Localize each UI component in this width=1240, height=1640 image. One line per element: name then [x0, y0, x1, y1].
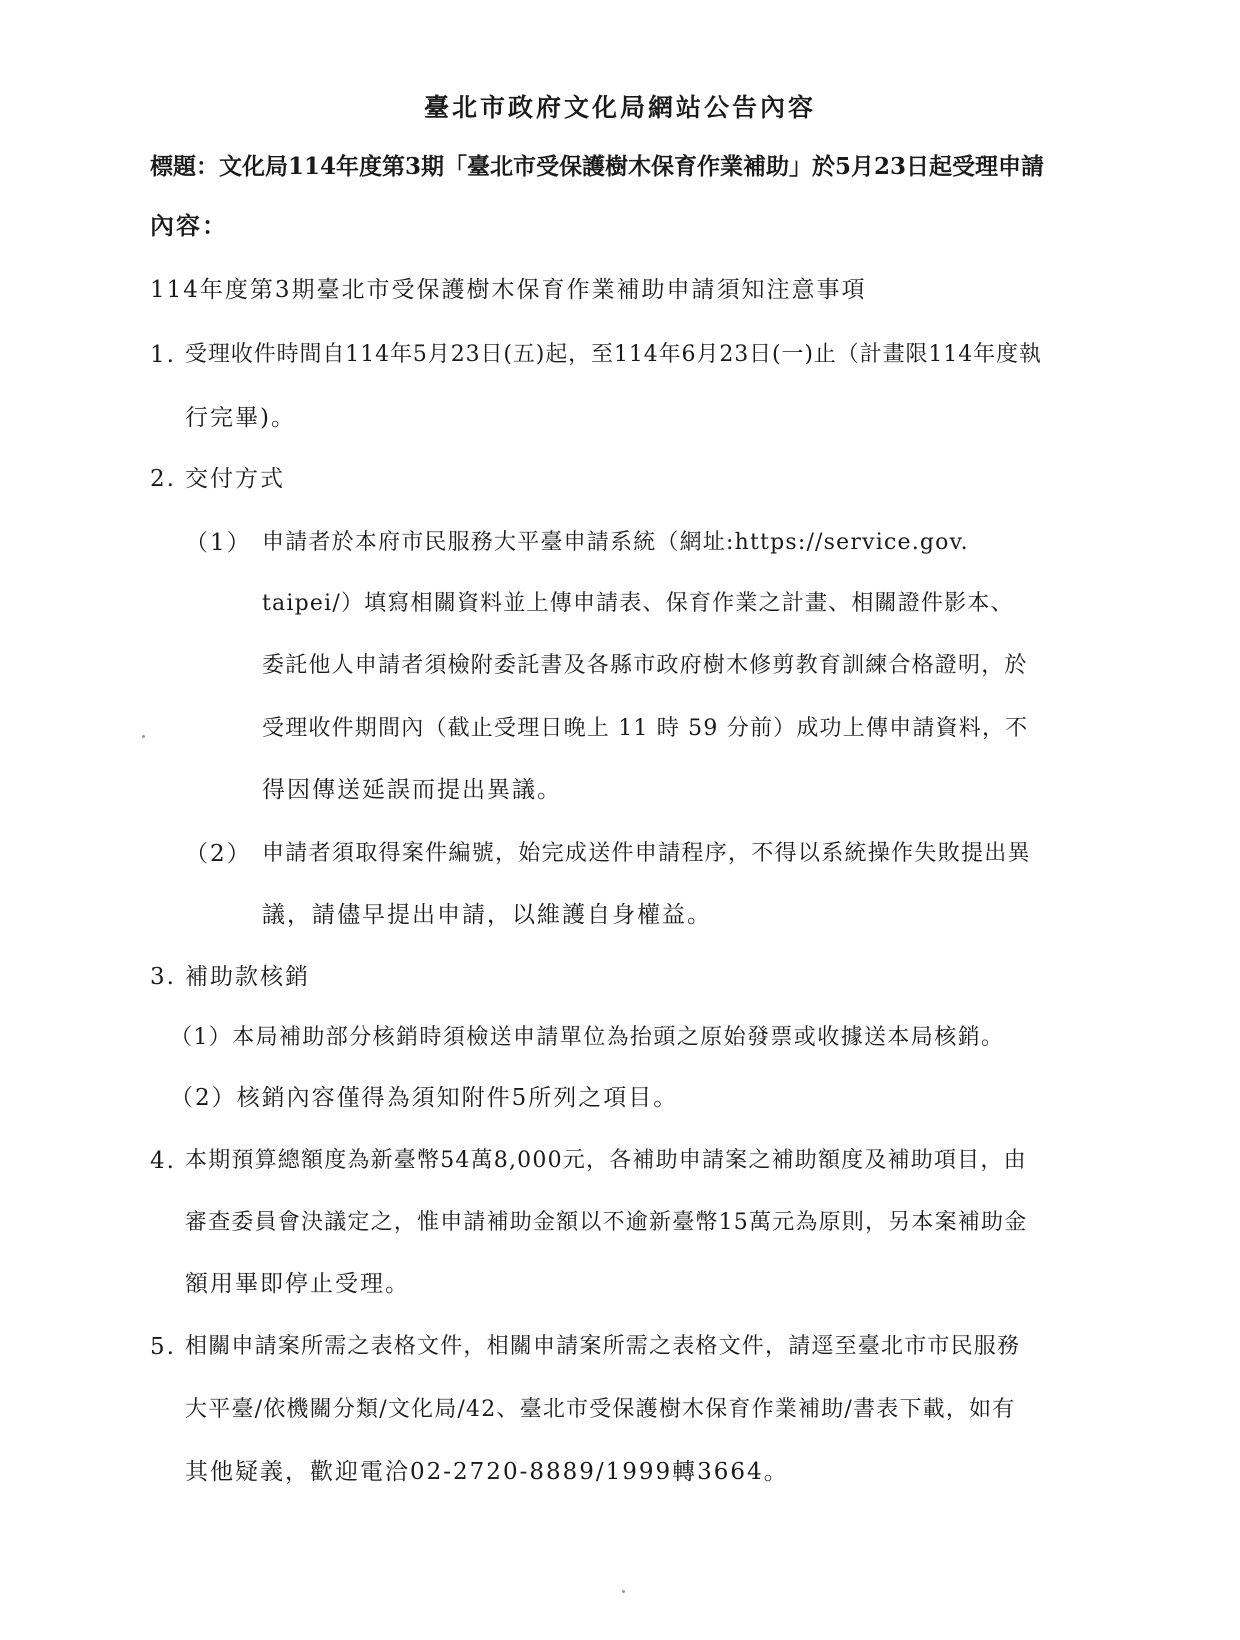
- item-5-line-1: 相關申請案所需之表格文件，相關申請案所需之表格文件，請逕至臺北市市民服務: [185, 1334, 1021, 1359]
- item-2-sub-1-number: （1）: [185, 530, 252, 556]
- item-5-line-3: 其他疑義，歡迎電洽02-2720-8889/1999轉3664。: [185, 1459, 789, 1485]
- notice-intro: 114年度第3期臺北市受保護樹木保育作業補助申請須知注意事項: [150, 277, 867, 303]
- item-5-line-2: 大平臺/依機關分類/文化局/42、臺北市受保護樹木保育作業補助/書表下載，如有: [185, 1397, 1016, 1422]
- item-2-sub-1-line-1: 申請者於本府市民服務大平臺申請系統（網址:https://service.gov.: [262, 530, 969, 555]
- item-2-sub-2-line-1: 申請者須取得案件編號，始完成送件申請程序，不得以系統操作失敗提出異: [262, 841, 1031, 866]
- item-2-sub-1-line-2: taipei/）填寫相關資料並上傳申請表、保育作業之計畫、相關證件影本、: [262, 591, 1014, 616]
- item-3-sub-2: （2）核銷內容僅得為須知附件5所列之項目。: [170, 1085, 679, 1111]
- item-4-number: 4.: [150, 1148, 176, 1174]
- page-title: 臺北市政府文化局網站公告內容: [423, 93, 816, 122]
- item-2-sub-1-line-4: 受理收件期間內（截止受理日晚上 11 時 59 分前）成功上傳申請資料，不: [262, 716, 1029, 741]
- item-4-line-1: 本期預算總額度為新臺幣54萬8,000元，各補助申請案之補助額度及補助項目，由: [185, 1148, 1027, 1173]
- scan-speck: [622, 1590, 625, 1593]
- scan-speck: [142, 735, 145, 738]
- item-5-number: 5.: [150, 1334, 176, 1360]
- item-4-line-3: 額用畢即停止受理。: [185, 1271, 410, 1297]
- item-2-sub-2-line-2: 議，請儘早提出申請，以維護自身權益。: [262, 902, 712, 928]
- item-2-label: 交付方式: [185, 466, 285, 492]
- item-2-sub-1-line-5: 得因傳送延誤而提出異議。: [262, 777, 562, 803]
- item-3-sub-1: （1）本局補助部分核銷時須檢送申請單位為抬頭之原始發票或收據送本局核銷。: [170, 1025, 1005, 1050]
- item-1-line-1: 受理收件時間自114年5月23日(五)起，至114年6月23日(一)止（計畫限114年度執: [185, 342, 1042, 367]
- item-2-sub-1-line-3: 委託他人申請者須檢附委託書及各縣市政府樹木修剪教育訓練合格證明，於: [262, 653, 1028, 678]
- item-4-line-2: 審查委員會決議定之，惟申請補助金額以不逾新臺幣15萬元為原則，另本案補助金: [185, 1210, 1028, 1235]
- item-3-number: 3.: [150, 964, 176, 990]
- content-label: 內容：: [150, 211, 228, 240]
- item-1-number: 1.: [150, 342, 176, 368]
- item-2-sub-2-number: （2）: [185, 841, 252, 867]
- item-1-line-2: 行完畢)。: [185, 405, 296, 431]
- announcement-subject: 標題：文化局114年度第3期「臺北市受保護樹木保育作業補助」於5月23日起受理申請: [150, 153, 1045, 180]
- item-2-number: 2.: [150, 466, 176, 492]
- item-3-label: 補助款核銷: [185, 964, 310, 990]
